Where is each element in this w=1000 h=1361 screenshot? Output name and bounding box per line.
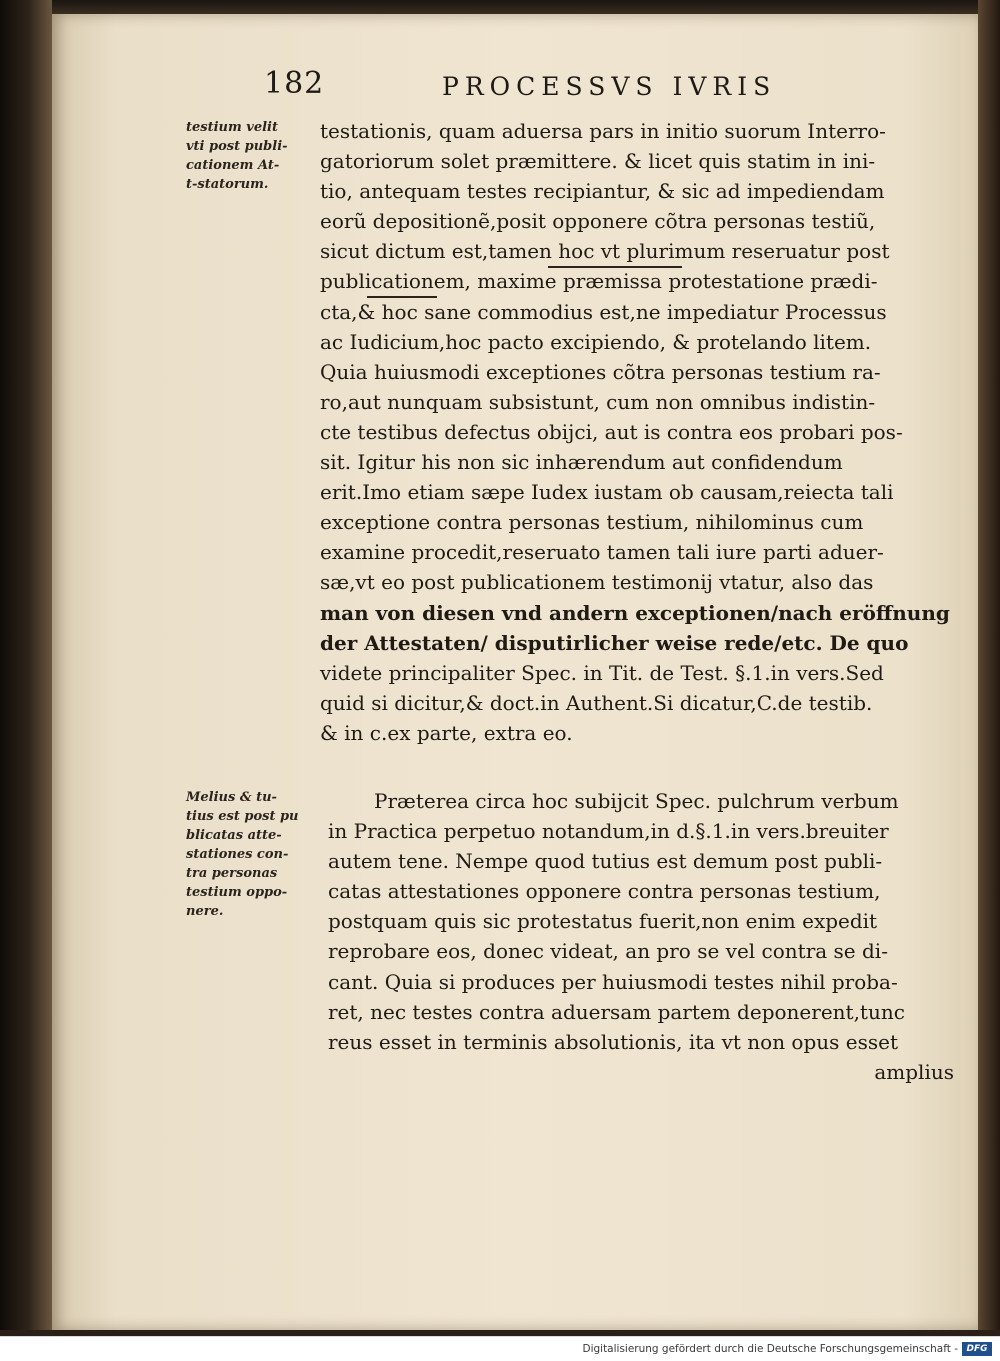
text-line: testationis, quam aduersa pars in initio suorum Interro-: [320, 119, 886, 143]
text-line: ret, nec testes contra aduersam partem deponerent,tunc: [328, 999, 905, 1024]
text-line: cta,& hoc sane commodius est,ne impediatur Processus: [320, 299, 887, 324]
text-line: reprobare eos, donec videat, an pro se vel contra se di-: [328, 939, 888, 964]
margin-note: testium velit vti post publi- cationem At- t-statorum.: [186, 120, 288, 192]
text-line: & in c.ex parte, extra eo.: [320, 720, 573, 745]
text-line: Præterea circa hoc subijcit Spec. pulchrum verbum: [374, 789, 899, 813]
running-head: PROCESSVS IVRIS: [442, 72, 777, 101]
text-line: catas attestationes opponere contra personas testium,: [328, 879, 881, 904]
paragraph-1: [320, 116, 952, 748]
text-line: cte testibus defectus obijci, aut is contra eos probari pos-: [320, 419, 903, 444]
text-line: quid si dicitur,& doct.in Authent.Si dicatur,C.de testib.: [320, 690, 873, 715]
text-line: eorũ depositionẽ,posit opponere cõtra personas testiũ,: [320, 209, 876, 234]
text-line: exceptione contra personas testium, nihilominus cum: [320, 510, 864, 535]
text-line: publicationem, maxime præmissa protestatione prædi-: [320, 269, 878, 294]
text-line: reus esset in terminis absolutionis, ita vt non opus esset: [328, 1029, 899, 1054]
text-line: der Attestaten/ disputirlicher weise rede/etc. De quo: [320, 630, 909, 655]
footer-bar: [0, 1336, 1000, 1361]
text-line: gatoriorum solet præmittere. & licet quis statim in ini-: [320, 149, 876, 174]
margin-note: Melius & tu- tius est post pu blicatas atte- stationes con- tra personas testium oppo- nere.: [186, 790, 299, 919]
paragraph-2: [328, 786, 954, 1087]
scan-edge-right: [978, 0, 1000, 1336]
scan-edge-left: [0, 0, 52, 1336]
text-line: examine procedit,reseruato tamen tali iure parti aduer-: [320, 540, 884, 565]
text-line: tio, antequam testes recipiantur, & sic ad impediendam: [320, 179, 885, 204]
text-line: videte principaliter Spec. in Tit. de Test. §.1.in vers.Sed: [320, 660, 884, 685]
handwritten-underline: [367, 296, 437, 298]
text-line: sicut dictum est,tamen hoc vt plurimum reseruatur post: [320, 239, 890, 264]
text-line: autem tene. Nempe quod tutius est demum post publi-: [328, 849, 883, 874]
handwritten-underline: [548, 266, 682, 268]
text-line: cant. Quia si produces per huiusmodi testes nihil proba-: [328, 969, 898, 994]
text-line: sit. Igitur his non sic inhærendum aut confidendum: [320, 450, 843, 475]
page-header: [264, 66, 824, 110]
text-line: Quia huiusmodi exceptiones cõtra personas testium ra-: [320, 359, 881, 384]
text-line: ro,aut nunquam subsistunt, cum non omnibus indistin-: [320, 389, 876, 414]
funding-credit: Digitalisierung gefördert durch die Deutsche Forschungsgemeinschaft -: [582, 1343, 958, 1355]
text-line: in Practica perpetuo notandum,in d.§.1.in vers.breuiter: [328, 819, 889, 844]
page-number: 182: [264, 66, 325, 101]
text-line: erit.Imo etiam sæpe Iudex iustam ob causam,reiecta tali: [320, 480, 894, 505]
text-line: sæ,vt eo post publicationem testimonij vtatur, also das: [320, 570, 874, 595]
scan-edge-top: [0, 0, 1000, 14]
text-line: man von diesen vnd andern exceptionen/nach eröffnung: [320, 600, 950, 625]
catchword: amplius: [874, 1059, 954, 1084]
text-line: ac Iudicium,hoc pacto excipiendo, & protelando litem.: [320, 329, 872, 354]
text-line: postquam quis sic protestatus fuerit,non enim expedit: [328, 909, 878, 934]
dfg-logo[interactable]: DFG: [962, 1342, 992, 1356]
